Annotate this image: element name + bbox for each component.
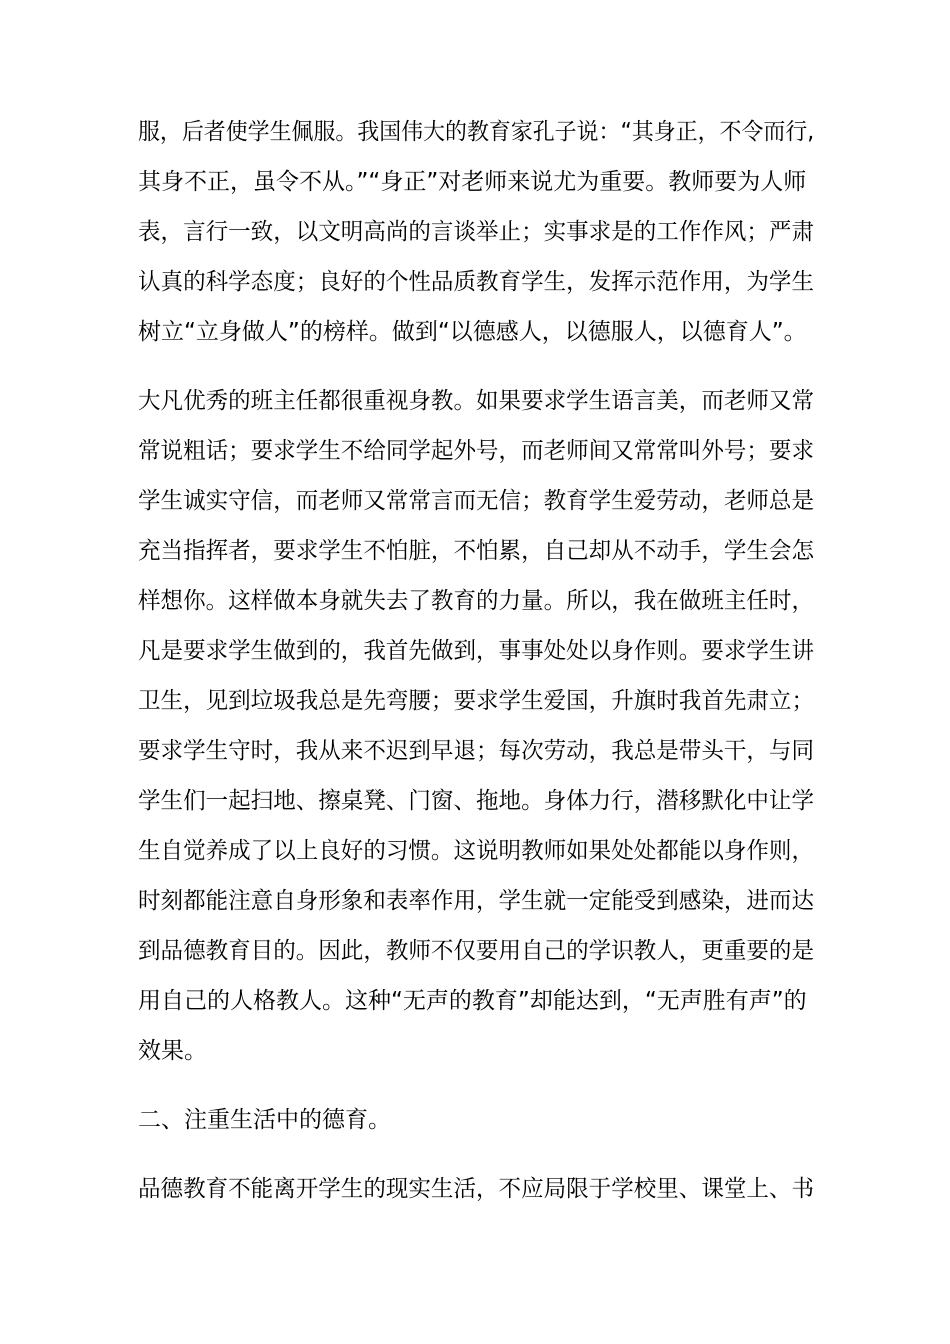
- paragraph-gap: [138, 357, 814, 376]
- text-line: 学生们一起扫地、擦桌凳、门窗、拖地。身体力行，潜移默化中让学: [138, 788, 814, 814]
- text-line: 表，言行一致，以文明高尚的言谈举止；实事求是的工作作风；严肃: [138, 219, 814, 245]
- text-line: 常说粗话；要求学生不给同学起外号，而老师间又常常叫外号；要求: [138, 438, 814, 464]
- paragraph-gap: [138, 1076, 814, 1095]
- text-line: 认真的科学态度；良好的个性品质教育学生，发挥示范作用，为学生: [138, 269, 814, 295]
- text-line: 凡是要求学生做到的，我首先做到，事事处处以身作则。要求学生讲: [138, 638, 814, 664]
- text-line: 其身不正，虽令不从。”“身正”对老师来说尤为重要。教师要为人师: [138, 169, 807, 195]
- paragraph-gap: [138, 1145, 814, 1164]
- text-line: 大凡优秀的班主任都很重视身教。如果要求学生语言美，而老师又常: [138, 388, 814, 414]
- text-line: 样想你。这样做本身就失去了教育的力量。所以，我在做班主任时，: [138, 588, 814, 614]
- paragraph-role-model: [138, 107, 814, 357]
- section-heading: [138, 1095, 814, 1145]
- text-line: 学生诚实守信，而老师又常常言而无信；教育学生爱劳动，老师总是: [138, 488, 814, 514]
- text-line: 时刻都能注意自身形象和表率作用，学生就一定能受到感染，进而达: [138, 888, 814, 914]
- text-line: 服，后者使学生佩服。我国伟大的教育家孔子说：“其身正，不令而行,: [138, 119, 815, 145]
- paragraph-life-education: [138, 1164, 814, 1214]
- document-page: [138, 107, 814, 1214]
- text-line: 充当指挥者，要求学生不怕脏，不怕累，自己却从不动手，学生会怎: [138, 538, 814, 564]
- text-line: 要求学生守时，我从来不迟到早退；每次劳动，我总是带头干，与同: [138, 738, 814, 764]
- text-line: 用自己的人格教人。这种“无声的教育”却能达到，“无声胜有声”的: [138, 988, 807, 1014]
- text-line: 到品德教育目的。因此，教师不仅要用自己的学识教人，更重要的是: [138, 938, 814, 964]
- text-line: 树立“立身做人”的榜样。做到“以德感人，以德服人，以德育人”。: [138, 319, 807, 345]
- heading-line: 二、注重生活中的德育。: [138, 1107, 391, 1133]
- text-line: 品德教育不能离开学生的现实生活，不应局限于学校里、课堂上、书: [138, 1176, 814, 1202]
- text-line: 生自觉养成了以上良好的习惯。这说明教师如果处处都能以身作则，: [138, 838, 814, 864]
- text-line: 卫生，见到垃圾我总是先弯腰；要求学生爱国，升旗时我首先肃立；: [138, 688, 814, 714]
- text-line: 效果。: [138, 1038, 207, 1064]
- paragraph-teaching-by-example: [138, 376, 814, 1076]
